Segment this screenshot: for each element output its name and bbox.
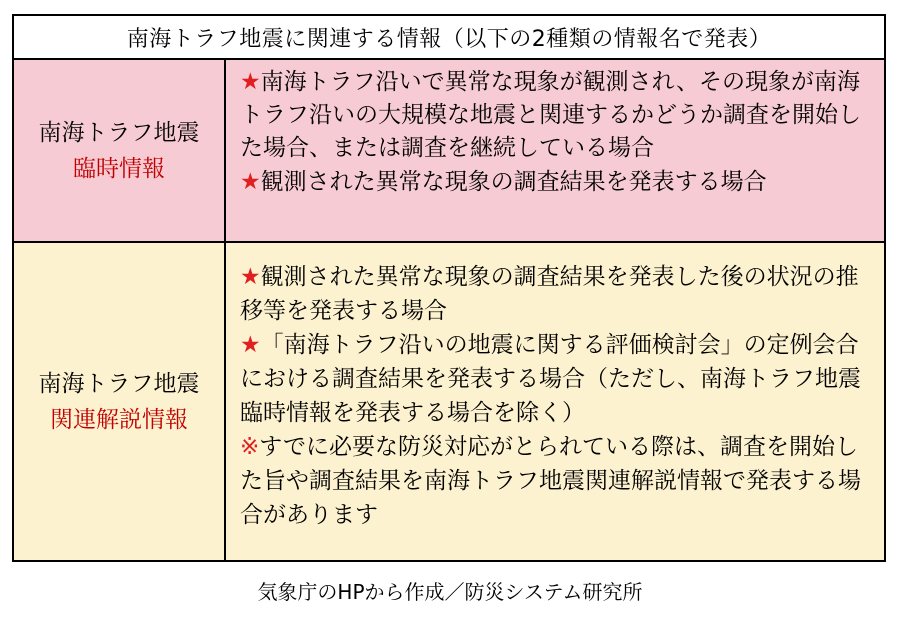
info-table: [12, 14, 886, 562]
list-item-text: 「南海トラフ沿いの地震に関する評価検討会」の定例会合における調査結果を発表する場合（ただし、南海トラフ地震臨時情報を発表する場合を除く）: [240, 332, 861, 426]
list-item-text: 観測された異常な現象の調査結果を発表する場合: [260, 168, 767, 195]
row-label-line2: 関連解説情報: [50, 406, 188, 433]
star-icon: ★: [240, 264, 261, 290]
row-label-line1: 南海トラフ地震: [38, 370, 200, 397]
list-item: [240, 66, 874, 166]
list-item: [240, 430, 874, 532]
list-item: [240, 260, 874, 328]
star-icon: ★: [240, 332, 261, 358]
row-label-line2: 臨時情報: [73, 155, 165, 182]
source-caption: 気象庁のHPから作成／防災システム研究所: [257, 580, 643, 604]
reference-mark-icon: ※: [240, 434, 260, 460]
list-item-text: 南海トラフ沿いで異常な現象が観測され、その現象が南海トラフ沿いの大規模な地震と関連するかどうか調査を開始した場合、または調査を継続している場合: [240, 69, 861, 162]
list-item-text: 観測された異常な現象の調査結果を発表した後の状況の推移等を発表する場合: [240, 264, 859, 324]
list-item: [240, 328, 874, 430]
list-item: [240, 166, 874, 199]
table-title: 南海トラフ地震に関連する情報（以下の2種類の情報名で発表）: [126, 26, 772, 52]
star-icon: ★: [240, 168, 261, 195]
row-label-line1: 南海トラフ地震: [38, 119, 200, 146]
row-content-kaisetsu: [226, 243, 884, 560]
star-icon: ★: [240, 69, 261, 95]
table-header: [14, 16, 884, 60]
row-content-rinji: [226, 60, 884, 243]
row-label-rinji: [14, 60, 226, 243]
list-item-text: すでに必要な防災対応がとられている際は、調査を開始した旨や調査結果を南海トラフ地震関連解説情報で発表する場合があります: [240, 434, 861, 528]
row-label-kaisetsu: [14, 243, 226, 560]
